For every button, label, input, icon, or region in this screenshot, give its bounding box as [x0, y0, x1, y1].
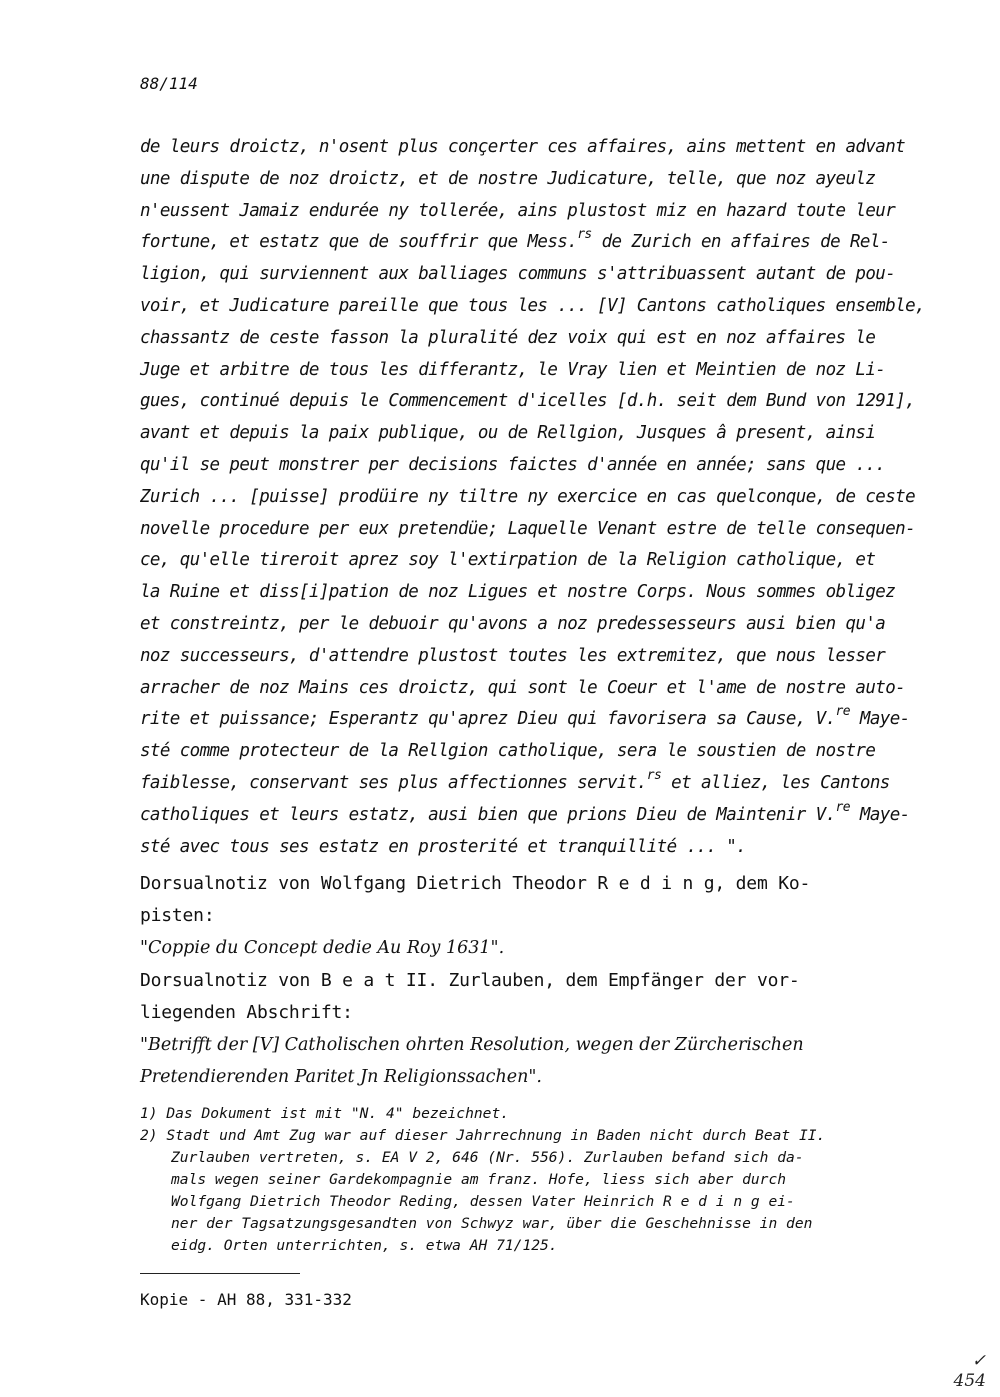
quote-line: [140, 132, 920, 164]
checkmark-icon: ✓: [971, 1351, 986, 1371]
quote-line: [140, 450, 920, 482]
quote-line: [140, 736, 920, 768]
quote-line: [140, 768, 920, 800]
dorsal-note-line: pisten:: [140, 905, 215, 927]
source-reference: Kopie - AH 88, 331-332: [140, 1290, 352, 1309]
quote-line-text: qu'il se peut monstrer per decisions faictes d'année en année; sans que ...: [140, 454, 886, 475]
quote-line: [140, 514, 920, 546]
quote-line-text: sté comme protecteur de la Rellgion catholique, sera le soustien de nostre: [140, 741, 876, 762]
quote-line-text: chassantz de ceste fasson la pluralité dez voix qui est en noz affaires le: [140, 327, 876, 348]
quote-line-text: une dispute de noz droictz, et de nostre Judicature, telle, que noz ayeulz: [140, 168, 876, 189]
quote-line-text: catholiques et leurs estatz, ausi bien que prions Dieu de Maintenir V.: [140, 804, 836, 825]
quote-line-text: de Zurich en affaires de Rel-: [591, 232, 890, 253]
quote-line: [140, 800, 920, 832]
quote-line: [140, 482, 920, 514]
quote-line-text: Zurich ... [puisse] prodüire ny tiltre ny exercice en cas quelconque, de ceste: [140, 486, 915, 507]
dorsal-note-quote: Pretendierenden Paritet Jn Religionssachen".: [140, 1067, 542, 1088]
quote-line-text: sté avec tous ses estatz en prosterité et tranquillité ... ".: [140, 836, 747, 857]
footnote-2-continuation: eidg. Orten unterrichten, s. etwa AH 71/125.: [171, 1237, 558, 1254]
superscript: re: [835, 704, 850, 720]
dorsal-note-quote: "Coppie du Concept dedie Au Roy 1631".: [140, 938, 505, 959]
dorsal-note-line: liegenden Abschrift:: [140, 1001, 353, 1023]
quote-line: [140, 545, 920, 577]
quote-line-text: novelle procedure per eux pretendüe; Laquelle Venant estre de telle consequen-: [140, 518, 915, 539]
quote-line: [140, 259, 920, 291]
quote-line-text: n'eussent Jamaiz endurée ny tollerée, ains plustost miz en hazard toute leur: [140, 200, 896, 221]
quote-line-text: faiblesse, conservant ses plus affectionnes servit.: [140, 772, 647, 793]
quote-line: [140, 704, 920, 736]
quote-line: [140, 386, 920, 418]
quote-line-text: la Ruine et diss[i]pation de noz Ligues et nostre Corps. Nous sommes obligez: [140, 582, 896, 603]
quote-line-text: gues, continué depuis le Commencement d'icelles [d.h. seit dem Bund von 1291],: [140, 391, 915, 412]
quote-line-text: ce, qu'elle tireroit aprez soy l'extirpation de la Religion catholique, et: [140, 550, 876, 571]
quote-line-text: de leurs droictz, n'osent plus conçerter ces affaires, ains mettent en advant: [140, 137, 906, 157]
quote-line-text: rite et puissance; Esperantz qu'aprez Dieu qui favorisera sa Cause, V.: [140, 709, 836, 730]
source-divider: [140, 1273, 300, 1274]
quote-line-text: et constreintz, per le debuoir qu'avons a noz predessesseurs ausi bien qu'a: [140, 613, 886, 634]
handwritten-annotation: [954, 1351, 986, 1391]
quote-line: [140, 291, 925, 323]
dorsal-note-line: Dorsualnotiz von Wolfgang Dietrich Theodor R e d i n g, dem Ko-: [140, 873, 811, 894]
quote-line-text: voir, et Judicature pareille que tous les ... [V] Cantons catholiques ensemble,: [140, 295, 925, 316]
quoted-text-block: [140, 132, 925, 863]
footnote-2-continuation: Wolfgang Dietrich Theodor Reding, dessen Vater Heinrich R e d i n g ei-: [171, 1193, 795, 1210]
quote-line-text: et alliez, les Cantons: [661, 772, 890, 793]
quote-line: [140, 641, 920, 673]
dorsal-note-line: Dorsualnotiz von B e a t II. Zurlauben, dem Empfänger der vor-: [140, 969, 800, 991]
quote-line: [140, 418, 920, 450]
quote-line: [140, 673, 920, 705]
quote-line-text: Maye-: [849, 804, 910, 825]
quote-line-text: Maye-: [849, 709, 910, 730]
quote-line: [140, 323, 920, 355]
quote-line-text: Juge et arbitre de tous les differantz, le Vray lien et Meintien de noz Li-: [140, 359, 886, 380]
quote-line: [140, 196, 920, 228]
dorsal-notes-block: [140, 868, 920, 1093]
quote-line-text: ligion, qui surviennent aux balliages communs s'attribuassent autant de pou-: [140, 264, 896, 285]
superscript: rs: [646, 767, 662, 783]
quote-line-text: arracher de noz Mains ces droictz, qui sont le Coeur et l'ame de nostre auto-: [140, 677, 906, 698]
footnote-1: 1) Das Dokument ist mit "N. 4" bezeichnet.: [140, 1105, 510, 1122]
quote-line-text: noz successeurs, d'attendre plustost toutes les extremitez, que nous lesser: [140, 645, 886, 666]
footnotes-block: [140, 1103, 930, 1257]
superscript: re: [835, 799, 850, 815]
dorsal-note-quote: "Betrifft der [V] Catholischen ohrten Resolution, wegen der Zürcherischen: [140, 1034, 804, 1055]
quote-line-text: avant et depuis la paix publique, ou de Rellgion, Jusques â present, ainsi: [140, 423, 876, 444]
footnote-2-continuation: mals wegen seiner Gardekompagnie am franz. Hofe, liess sich aber durch: [171, 1171, 787, 1188]
quote-line: [140, 164, 920, 196]
quote-line: [140, 227, 920, 259]
quote-line: [140, 355, 920, 387]
quote-line: [140, 609, 920, 641]
quote-line: [140, 832, 920, 864]
quote-line: [140, 577, 920, 609]
footnote-2-continuation: ner der Tagsatzungsgesandten von Schwyz war, über die Geschehnisse in den: [171, 1215, 813, 1232]
handwritten-number: 454: [953, 1371, 986, 1391]
footnote-2: 2) Stadt und Amt Zug war auf dieser Jahrrechnung in Baden nicht durch Beat II.: [140, 1127, 826, 1144]
page-number: 88/114: [140, 74, 198, 93]
superscript: rs: [577, 227, 592, 243]
quote-line-text: fortune, et estatz que de souffrir que Mess.: [140, 232, 578, 253]
footnote-2-continuation: Zurlauben vertreten, s. EA V 2, 646 (Nr. 556). Zurlauben befand sich da-: [171, 1149, 804, 1166]
